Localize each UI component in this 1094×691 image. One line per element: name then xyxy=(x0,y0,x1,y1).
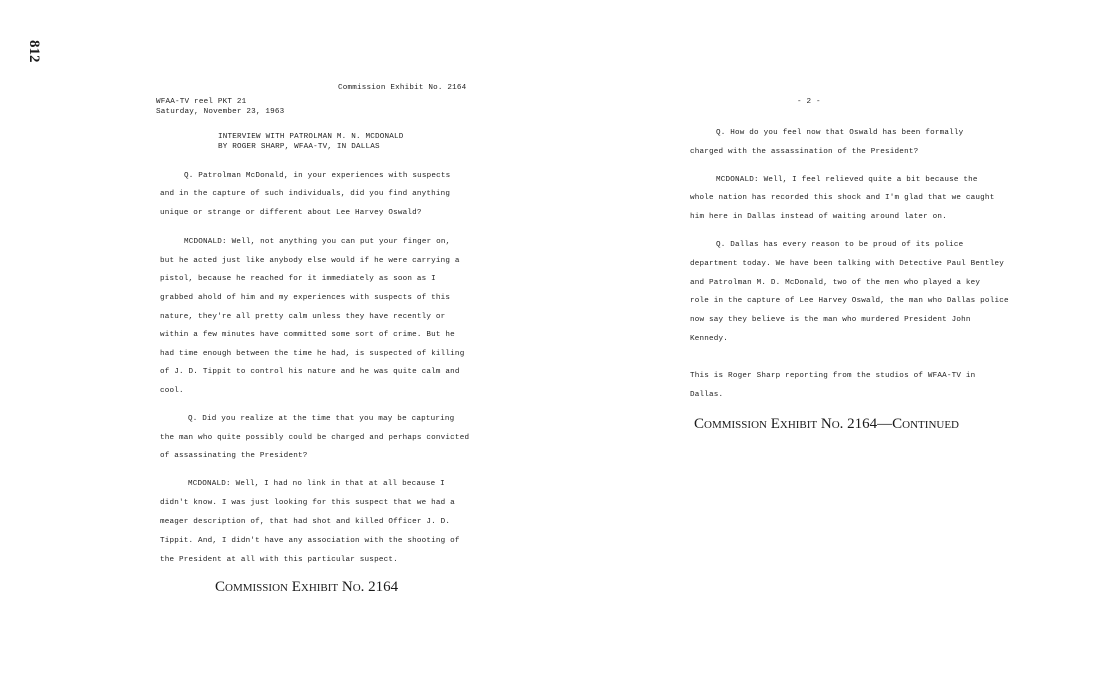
right-caption: Commission Exhibit No. 2164—Continued xyxy=(694,416,959,432)
text-line: MCDONALD: Well, I feel relieved quite a bit because the xyxy=(716,176,978,184)
text-line: the President at all with this particular suspect. xyxy=(160,556,398,564)
text-line: This is Roger Sharp reporting from the studios of WFAA-TV in xyxy=(690,372,976,380)
interview-title: INTERVIEW WITH PATROLMAN M. N. MCDONALD xyxy=(218,133,404,141)
text-line: and Patrolman M. D. McDonald, two of the men who played a key xyxy=(690,279,981,287)
date-line: Saturday, November 23, 1963 xyxy=(156,108,285,116)
text-line: now say they believe is the man who murdered President John xyxy=(690,316,971,324)
text-line: MCDONALD: Well, not anything you can put your finger on, xyxy=(184,238,451,246)
text-line: grabbed ahold of him and my experiences with suspects of this xyxy=(160,294,451,302)
text-line: meager description of, that had shot and killed Officer J. D. xyxy=(160,518,451,526)
text-line: pistol, because he reached for it immediately as soon as I xyxy=(160,275,436,283)
text-line: charged with the assassination of the President? xyxy=(690,148,919,156)
text-line: of assassinating the President? xyxy=(160,452,308,460)
text-line: but he acted just like anybody else would if he were carrying a xyxy=(160,257,460,265)
text-line: MCDONALD: Well, I had no link in that at all because I xyxy=(188,480,445,488)
text-line: Dallas. xyxy=(690,391,724,399)
text-line: department today. We have been talking with Detective Paul Bentley xyxy=(690,260,1004,268)
text-line: within a few minutes have committed some sort of crime. But he xyxy=(160,331,455,339)
page-marker: - 2 - xyxy=(797,98,821,106)
interview-byline: BY ROGER SHARP, WFAA-TV, IN DALLAS xyxy=(218,143,380,151)
text-line: Q. How do you feel now that Oswald has been formally xyxy=(716,129,964,137)
text-line: of J. D. Tippit to control his nature and he was quite calm and xyxy=(160,368,460,376)
text-line: Q. Did you realize at the time that you may be capturing xyxy=(188,415,455,423)
exhibit-header: Commission Exhibit No. 2164 xyxy=(338,84,467,92)
text-line: Kennedy. xyxy=(690,335,729,343)
text-line: role in the capture of Lee Harvey Oswald, the man who Dallas police xyxy=(690,297,1009,305)
text-line: whole nation has recorded this shock and I'm glad that we caught xyxy=(690,194,995,202)
text-line: cool. xyxy=(160,387,184,395)
text-line: had time enough between the time he had, is suspected of killing xyxy=(160,350,465,358)
station-line: WFAA-TV reel PKT 21 xyxy=(156,98,247,106)
text-line: Q. Dallas has every reason to be proud of its police xyxy=(716,241,964,249)
text-line: him here in Dallas instead of waiting around later on. xyxy=(690,213,947,221)
text-line: and in the capture of such individuals, did you find anything xyxy=(160,190,451,198)
text-line: Tippit. And, I didn't have any association with the shooting of xyxy=(160,537,460,545)
page-number: 812 xyxy=(26,40,42,63)
left-caption: Commission Exhibit No. 2164 xyxy=(215,579,399,595)
text-line: nature, they're all pretty calm unless they have recently or xyxy=(160,313,446,321)
text-line: the man who quite possibly could be charged and perhaps convicted xyxy=(160,434,470,442)
text-line: Q. Patrolman McDonald, in your experiences with suspects xyxy=(184,172,451,180)
text-line: unique or strange or different about Lee Harvey Oswald? xyxy=(160,209,422,217)
text-line: didn't know. I was just looking for this suspect that we had a xyxy=(160,499,455,507)
